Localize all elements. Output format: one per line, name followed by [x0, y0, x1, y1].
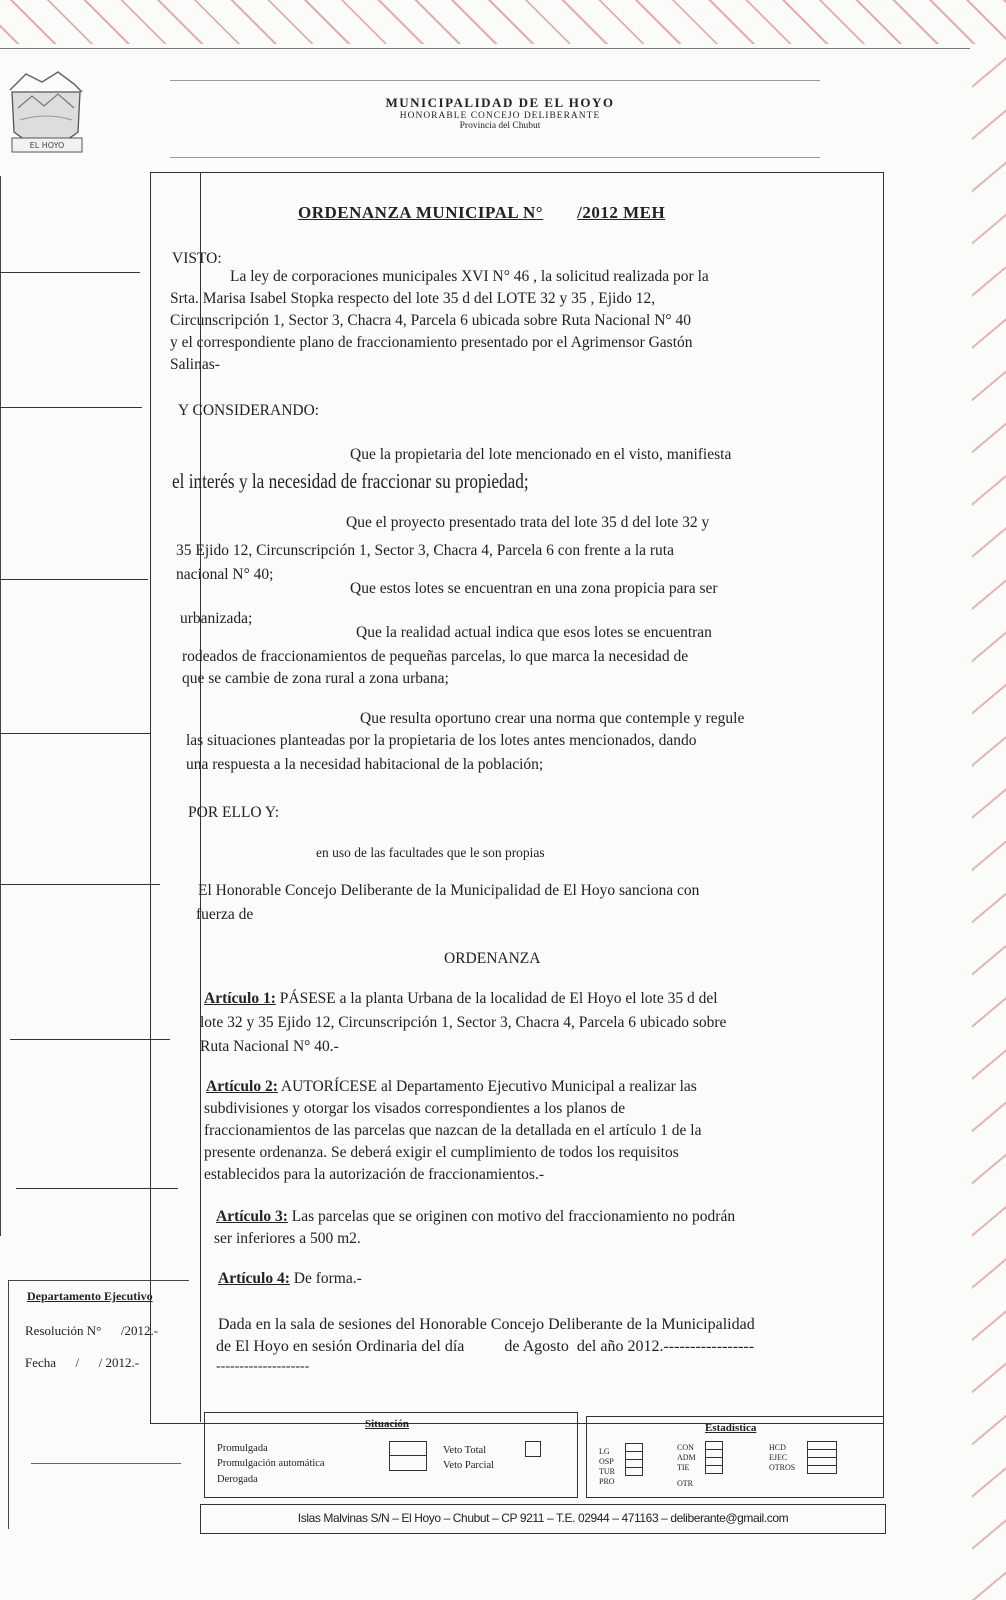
considerando-text: Que estos lotes se encuentran en una zona propicia para ser — [350, 580, 718, 597]
estadistica-code: OTROS — [769, 1463, 796, 1472]
svg-text:EL HOYO: EL HOYO — [29, 141, 65, 150]
considerando-text: Que la propietaria del lote mencionado en el visto, manifiesta — [350, 446, 732, 463]
estadistica-code: CON — [677, 1443, 694, 1452]
considerando-text: que se cambie de zona rural a zona urbana; — [182, 670, 449, 687]
article-1: Artículo 1: PÁSESE a la planta Urbana de la localidad de El Hoyo el lote 35 d del — [204, 990, 718, 1007]
ordinance-title: ORDENANZA MUNICIPAL N° /2012 MEH — [298, 203, 666, 222]
margin-rule — [0, 407, 142, 408]
visto-line: Circunscripción 1, Sector 3, Chacra 4, Parcela 6 ubicada sobre Ruta Nacional N° 40 — [170, 312, 691, 329]
fecha-field: Fecha / / 2012.- — [25, 1355, 140, 1370]
situacion-heading: Situación — [365, 1418, 410, 1430]
departamento-ejecutivo-box — [8, 1280, 189, 1529]
visto-heading: VISTO: — [172, 250, 222, 267]
facultades-text: en uso de las facultades que le son propias — [316, 845, 545, 860]
veto-option: Veto Parcial — [443, 1460, 495, 1471]
por-ello-heading: POR ELLO Y: — [188, 804, 280, 821]
estadistica-code: TIE — [677, 1463, 690, 1472]
dada-text: de El Hoyo en sesión Ordinaria del día de Agosto del año 2012.----------------- — [216, 1338, 755, 1355]
header-rule-top — [170, 80, 820, 81]
estadistica-code: EJEC — [769, 1453, 788, 1462]
veto-option: Veto Total — [443, 1445, 487, 1456]
considerando-text: rodeados de fraccionamientos de pequeñas parcelas, lo que marca la necesidad de — [182, 648, 689, 665]
estadistica-code: HCD — [769, 1443, 786, 1452]
estadistica-code: ADM — [677, 1453, 696, 1462]
margin-rule — [0, 884, 160, 885]
article-2-text: subdivisiones y otorgar los visados correspondientes a los planos de — [204, 1100, 626, 1117]
estadistica-code: OTR — [677, 1479, 693, 1488]
left-margin-line — [0, 176, 1, 1236]
decorative-stripes-right — [972, 44, 1006, 1600]
departamento-heading: Departamento Ejecutivo — [27, 1289, 153, 1303]
article-4: Artículo 4: De forma.- — [218, 1270, 362, 1287]
veto-checkbox[interactable] — [525, 1441, 541, 1457]
considerando-text: Que resulta oportuno crear una norma que contemple y regule — [360, 710, 745, 727]
decorative-stripes-top — [0, 0, 1006, 44]
municipal-seal-logo — [2, 62, 88, 172]
considerando-text: nacional N° 40; — [176, 566, 274, 583]
situacion-option: Derogada — [217, 1474, 258, 1485]
estadistica-code: LG — [599, 1447, 610, 1456]
visto-line: y el correspondiente plano de fraccionamiento presentado por el Agrimensor Gastón — [170, 334, 693, 351]
considerando-text: una respuesta a la necesidad habitacional de la población; — [186, 756, 544, 773]
header-rule-bottom — [170, 157, 820, 158]
signature-line — [31, 1463, 181, 1464]
dada-text: -------------------- — [216, 1359, 310, 1374]
considerando-text: Que la realidad actual indica que esos lotes se encuentran — [356, 624, 712, 641]
estadistica-code: OSP — [599, 1457, 614, 1466]
visto-line: Srta. Marisa Isabel Stopka respecto del lote 35 d del LOTE 32 y 35 , Ejido 12, — [170, 290, 656, 307]
article-2: Artículo 2: AUTORÍCESE al Departamento Ejecutivo Municipal a realizar las — [206, 1078, 697, 1095]
situacion-box — [204, 1412, 578, 1498]
margin-rule — [0, 733, 150, 734]
ordenanza-heading: ORDENANZA — [444, 950, 541, 967]
resolucion-field: Resolución N° /2012.- — [25, 1323, 159, 1338]
sanciona-text: fuerza de — [196, 906, 254, 923]
considerando-text: el interés y la necesidad de fraccionar su propiedad; — [172, 469, 529, 493]
article-1-text: lote 32 y 35 Ejido 12, Circunscripción 1, Sector 3, Chacra 4, Parcela 6 ubicado sobre — [200, 1014, 727, 1031]
estadistica-checkbox-group[interactable] — [705, 1441, 723, 1474]
estadistica-box — [586, 1416, 884, 1498]
province-name: Provincia del Chubut — [459, 121, 541, 131]
considerando-text: 35 Ejido 12, Circunscripción 1, Sector 3, Chacra 4, Parcela 6 con frente a la ruta — [176, 542, 674, 559]
article-2-text: establecidos para la autorización de fraccionamientos.- — [204, 1166, 544, 1183]
considerando-text: las situaciones planteadas por la propietaria de los lotes antes mencionados, dando — [186, 732, 697, 749]
footer-address-box — [200, 1504, 886, 1534]
article-3-text: ser inferiores a 500 m2. — [214, 1230, 361, 1247]
article-3: Artículo 3: Las parcelas que se originen con motivo del fraccionamiento no podrán — [216, 1208, 736, 1225]
considerando-heading: Y CONSIDERANDO: — [178, 402, 320, 419]
estadistica-checkbox-group[interactable] — [807, 1441, 837, 1474]
estadistica-checkbox-group[interactable] — [625, 1443, 643, 1476]
estadistica-code: TUR — [599, 1467, 615, 1476]
situacion-option: Promulgada — [217, 1443, 268, 1454]
article-1-text: Ruta Nacional N° 40.- — [200, 1038, 339, 1055]
situacion-option: Promulgación automática — [217, 1458, 325, 1469]
margin-rule — [10, 1039, 170, 1040]
letterhead — [200, 95, 800, 131]
dada-text: Dada en la sala de sesiones del Honorable Concejo Deliberante de la Municipalidad — [218, 1316, 755, 1333]
considerando-text: Que el proyecto presentado trata del lote 35 d del lote 32 y — [346, 514, 710, 531]
municipality-name: MUNICIPALIDAD DE EL HOYO — [385, 95, 615, 110]
estadistica-code: PRO — [599, 1477, 615, 1486]
considerando-text: urbanizada; — [180, 610, 253, 627]
top-divider — [0, 48, 970, 49]
article-2-text: fraccionamientos de las parcelas que nazcan de la detallada en el artículo 1 de la — [204, 1122, 702, 1139]
council-name: HONORABLE CONCEJO DELIBERANTE — [399, 111, 601, 121]
margin-rule — [0, 272, 140, 273]
situacion-checkbox[interactable] — [389, 1441, 427, 1471]
margin-rule — [0, 579, 148, 580]
footer-address: Islas Malvinas S/N – El Hoyo – Chubut – CP 9211 – T.E. 02944 – 471163 – deliberante@gmail.com — [297, 1511, 789, 1525]
visto-line: La ley de corporaciones municipales XVI N° 46 , la solicitud realizada por la — [230, 268, 709, 285]
estadistica-heading: Estadística — [705, 1422, 757, 1434]
article-2-text: presente ordenanza. Se deberá exigir el cumplimiento de todos los requisitos — [204, 1144, 679, 1161]
sanciona-text: El Honorable Concejo Deliberante de la Municipalidad de El Hoyo sanciona con — [198, 882, 700, 899]
visto-line: Salinas- — [170, 356, 220, 373]
